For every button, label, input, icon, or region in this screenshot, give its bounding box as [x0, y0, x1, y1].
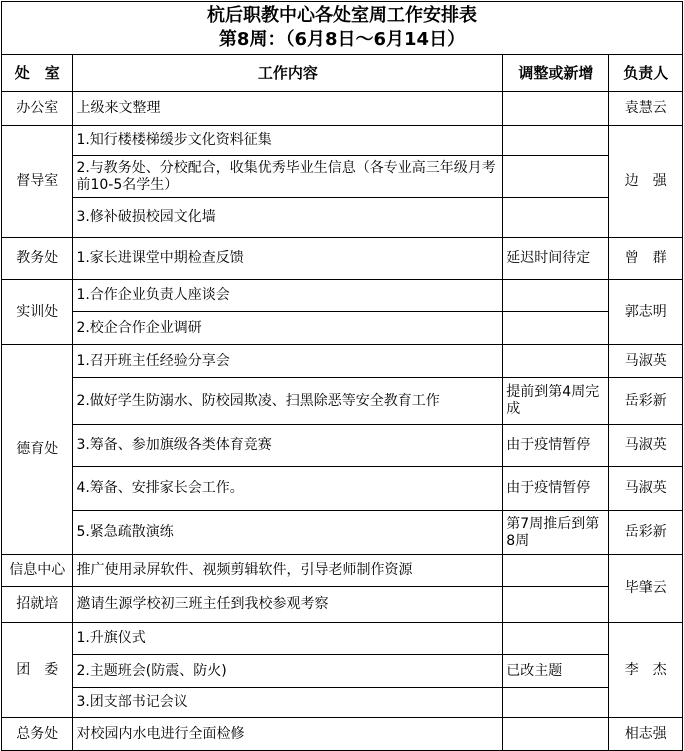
adjust-cell	[503, 92, 609, 126]
adjust-cell	[503, 312, 609, 345]
task-cell: 3.团支部书记会议	[73, 688, 503, 718]
person-cell: 马淑英	[609, 467, 683, 511]
adjust-cell: 已改主题	[503, 655, 609, 688]
weekly-schedule-table	[1, 1, 683, 751]
adjust-cell	[503, 198, 609, 238]
person-cell: 岳彩新	[609, 378, 683, 425]
task-cell: 3.筹备、参加旗级各类体育竞赛	[73, 425, 503, 467]
adjust-cell	[503, 345, 609, 378]
header-person: 负责人	[609, 55, 683, 92]
task-cell: 上级来文整理	[73, 92, 503, 126]
task-cell: 4.筹备、安排家长会工作。	[73, 467, 503, 511]
table-title	[2, 2, 683, 55]
adjust-cell	[503, 156, 609, 198]
person-cell: 岳彩新	[609, 511, 683, 555]
person-cell: 毕肇云	[609, 555, 683, 623]
task-cell: 2.校企合作企业调研	[73, 312, 503, 345]
dept-training: 实训处	[2, 280, 73, 345]
task-cell: 1.家长进课堂中期检查反馈	[73, 238, 503, 280]
adjust-cell	[503, 587, 609, 623]
dept-office: 办公室	[2, 92, 73, 126]
dept-academic: 教务处	[2, 238, 73, 280]
task-cell: 1.召开班主任经验分享会	[73, 345, 503, 378]
person-cell: 袁慧云	[609, 92, 683, 126]
dept-admissions: 招就培	[2, 587, 73, 623]
task-cell: 2.与教务处、分校配合，收集优秀毕业生信息（各专业高三年级月考前10-5名学生）	[73, 156, 503, 198]
header-adjust: 调整或新增	[503, 55, 609, 92]
adjust-cell	[503, 280, 609, 312]
task-cell: 5.紧急疏散演练	[73, 511, 503, 555]
task-cell: 对校园内水电进行全面检修	[73, 718, 503, 751]
adjust-cell	[503, 688, 609, 718]
header-dept: 处 室	[2, 55, 73, 92]
task-cell: 3.修补破损校园文化墙	[73, 198, 503, 238]
person-cell: 郭志明	[609, 280, 683, 345]
adjust-cell: 延迟时间待定	[503, 238, 609, 280]
adjust-cell: 由于疫情暂停	[503, 467, 609, 511]
adjust-cell	[503, 555, 609, 587]
task-cell: 推广使用录屏软件、视频剪辑软件，引导老师制作资源	[73, 555, 503, 587]
person-cell: 李 杰	[609, 623, 683, 718]
task-cell: 1.合作企业负责人座谈会	[73, 280, 503, 312]
adjust-cell	[503, 718, 609, 751]
person-cell: 曾 群	[609, 238, 683, 280]
task-cell: 2.主题班会(防震、防火)	[73, 655, 503, 688]
task-cell: 2.做好学生防溺水、防校园欺凌、扫黑除恶等安全教育工作	[73, 378, 503, 425]
dept-supervision: 督导室	[2, 126, 73, 238]
task-cell: 邀请生源学校初三班主任到我校参观考察	[73, 587, 503, 623]
adjust-cell	[503, 623, 609, 655]
person-cell: 马淑英	[609, 425, 683, 467]
adjust-cell: 由于疫情暂停	[503, 425, 609, 467]
dept-league: 团 委	[2, 623, 73, 718]
task-cell: 1.知行楼楼梯缓步文化资料征集	[73, 126, 503, 156]
adjust-cell: 第7周推后到第8周	[503, 511, 609, 555]
person-cell: 边 强	[609, 126, 683, 238]
header-content: 工作内容	[73, 55, 503, 92]
title-text: 杭后职教中心各处室周工作安排表	[207, 5, 477, 26]
dept-info: 信息中心	[2, 555, 73, 587]
subtitle-text: 第8周：（6月8日～6月14日）	[218, 29, 466, 50]
adjust-cell	[503, 126, 609, 156]
task-cell: 1.升旗仪式	[73, 623, 503, 655]
dept-general: 总务处	[2, 718, 73, 751]
dept-moral: 德育处	[2, 345, 73, 555]
person-cell: 相志强	[609, 718, 683, 751]
person-cell: 马淑英	[609, 345, 683, 378]
adjust-cell: 提前到第4周完成	[503, 378, 609, 425]
